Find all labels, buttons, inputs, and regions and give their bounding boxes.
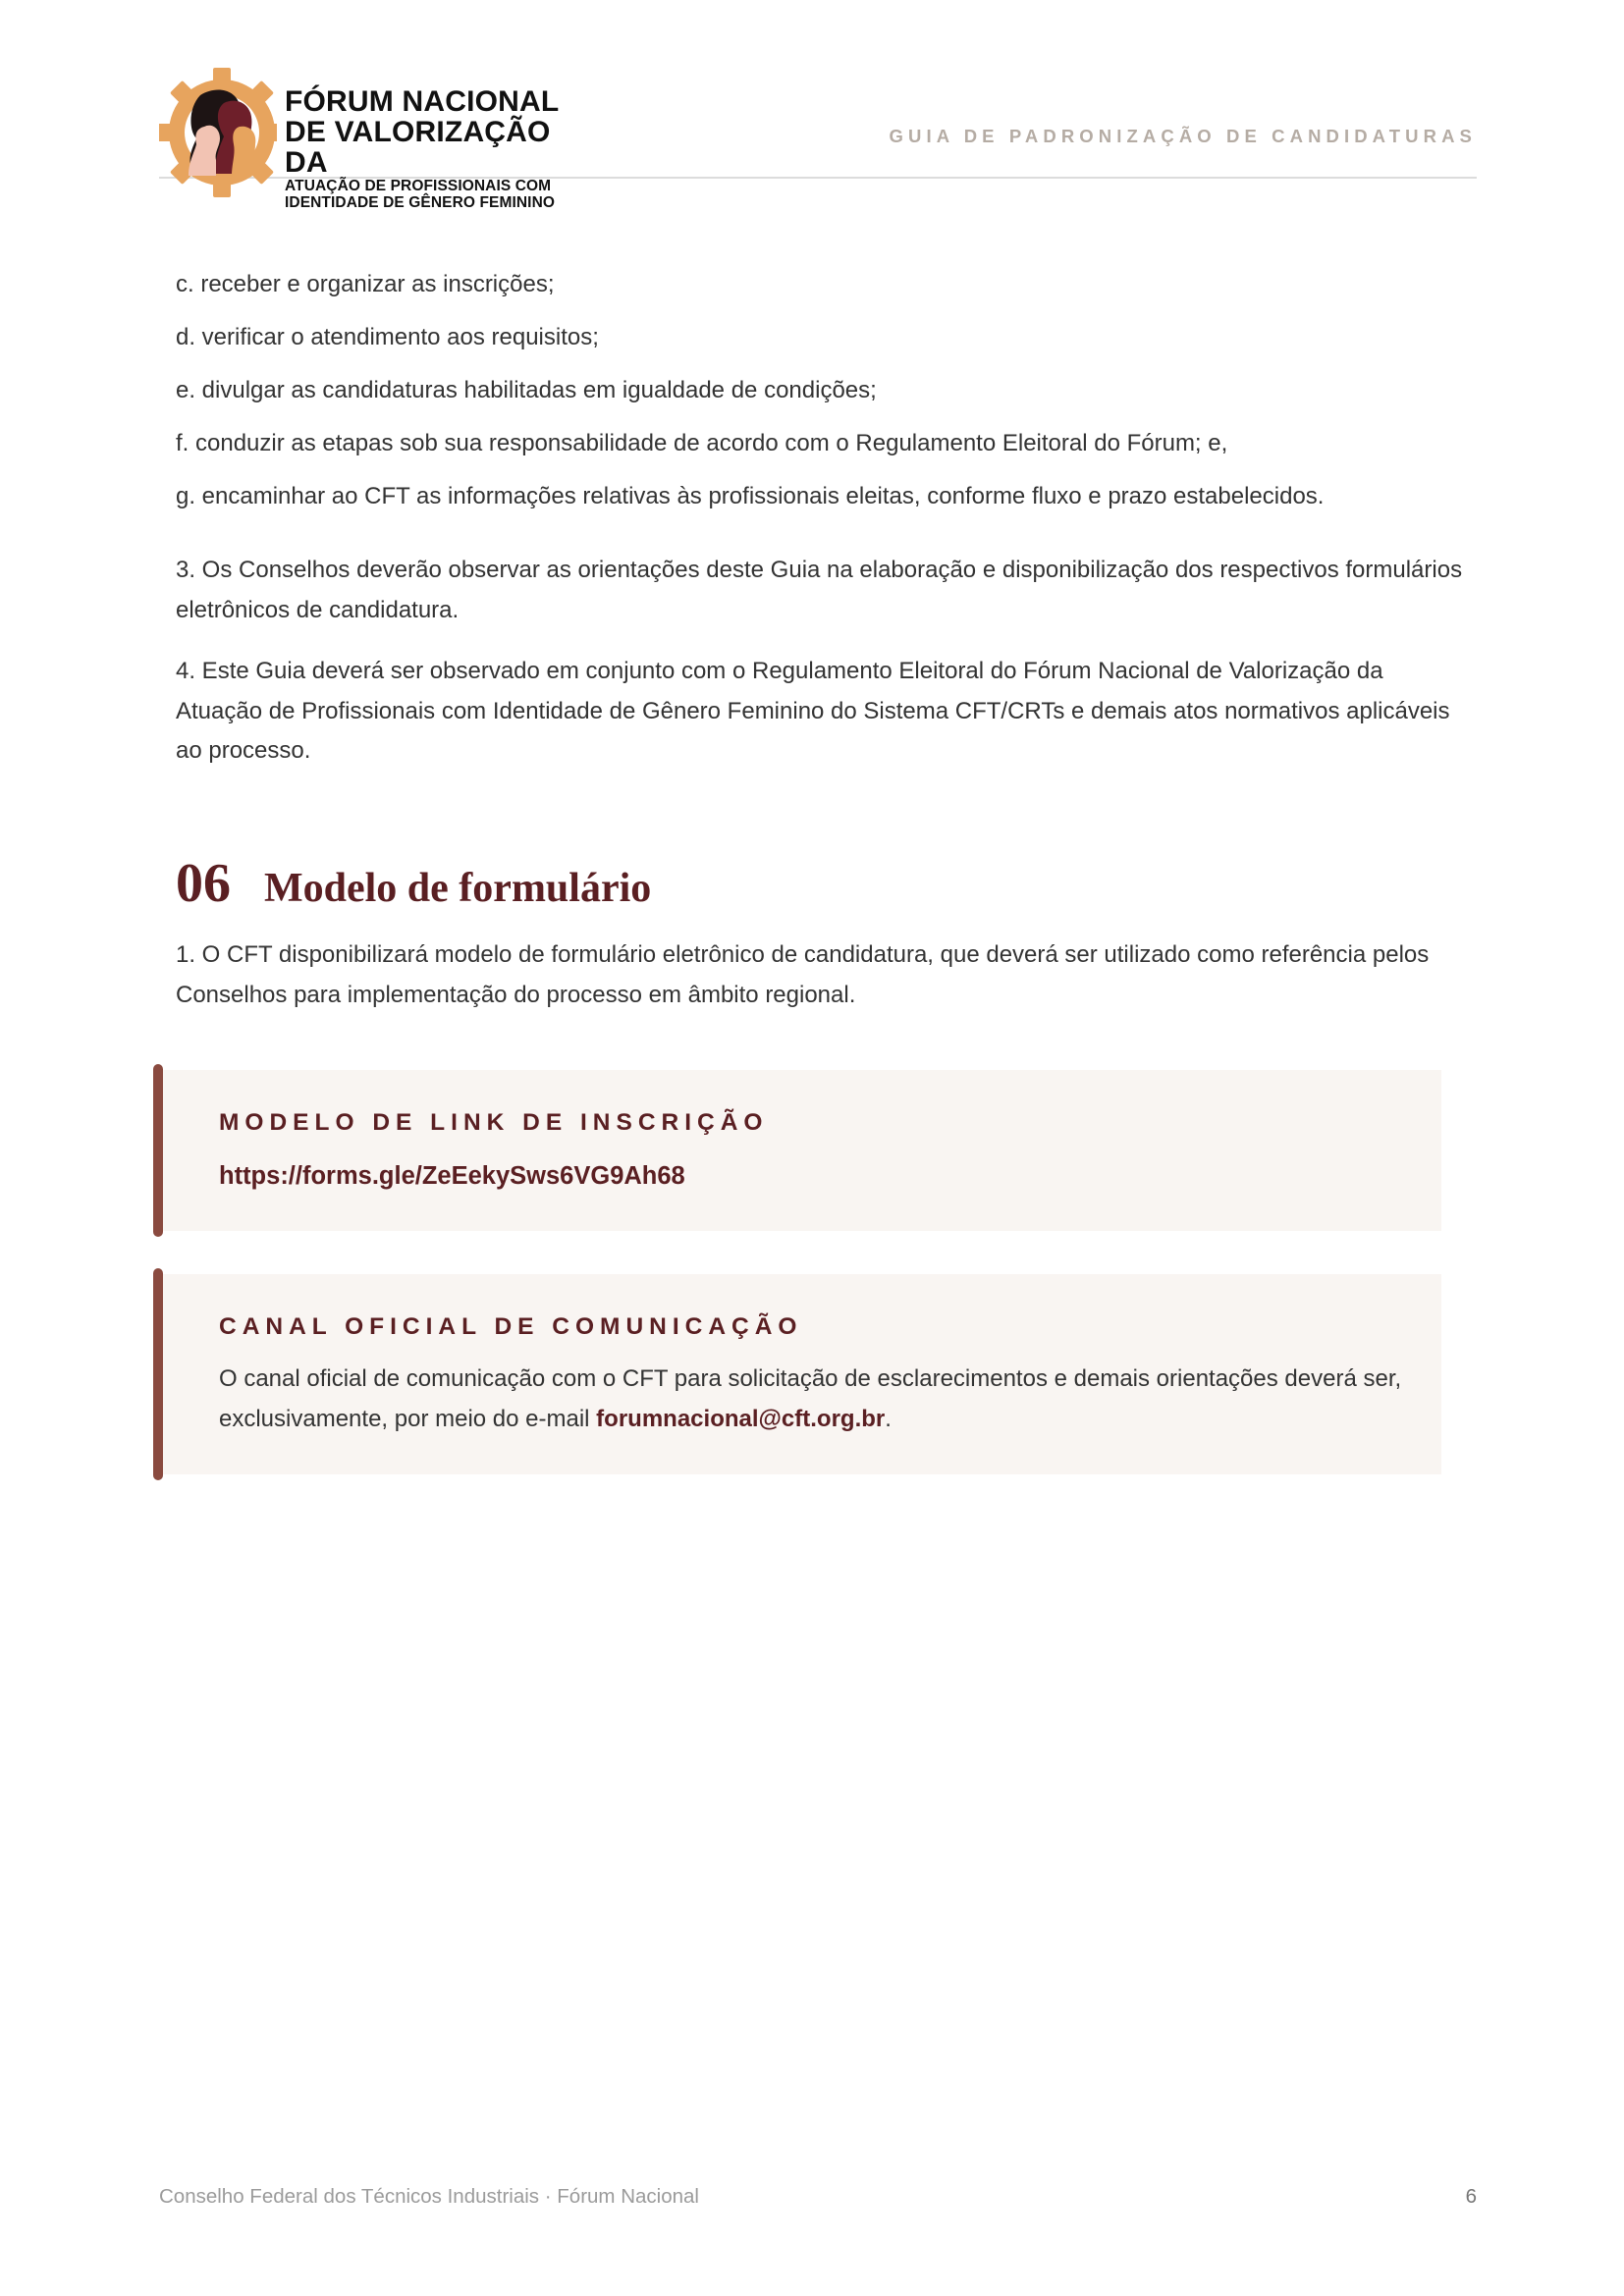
- registration-link[interactable]: https://forms.gle/ZeEekySws6VG9Ah68: [219, 1162, 685, 1190]
- document-title: GUIA DE PADRONIZAÇÃO DE CANDIDATURAS: [889, 126, 1477, 146]
- email-link[interactable]: forumnacional@cft.org.br: [596, 1405, 886, 1432]
- section-body: [176, 935, 1472, 1037]
- logo-text: [285, 86, 591, 211]
- list-item: g. encaminhar ao CFT as informações relativas às profissionais eleitas, conforme fluxo e prazo estabelecidos.: [176, 483, 1325, 509]
- list-item: e. divulgar as candidaturas habilitadas em igualdade de condições;: [176, 377, 877, 403]
- paragraph: 1. O CFT disponibilizará modelo de formulário eletrônico de candidatura, que deverá ser utilizado como referência pelos Conselhos para implementação do processo em âmbito regional.: [176, 941, 1430, 1008]
- logo-line: FÓRUM NACIONAL: [285, 85, 560, 118]
- callout-bar: [153, 1268, 163, 1480]
- callout-text: [219, 1360, 1417, 1439]
- callout-bar: [153, 1064, 163, 1237]
- callout-text-part: O canal oficial de comunicação com o CFT para solicitação de esclarecimentos e demais orientações deverá ser, exclusivamente, por meio do e-mail: [219, 1365, 1402, 1432]
- logo-line: ATUAÇÃO DE PROFISSIONAIS COM: [285, 178, 552, 194]
- section-number: 06: [176, 853, 231, 914]
- page-number: 6: [1465, 2185, 1477, 2208]
- page-header: [159, 59, 1477, 211]
- callout-label: MODELO DE LINK DE INSCRIÇÃO: [219, 1109, 769, 1136]
- list-item: f. conduzir as etapas sob sua responsabilidade de acordo com o Regulamento Eleitoral do Fórum; e,: [176, 430, 1228, 456]
- list-item: c. receber e organizar as inscrições;: [176, 271, 555, 297]
- callout-label: CANAL OFICIAL DE COMUNICAÇÃO: [219, 1313, 803, 1340]
- paragraph: 4. Este Guia deverá ser observado em conjunto com o Regulamento Eleitoral do Fórum Nacional de Valorização da Atuação de Profissionais com Identidade de Gênero Feminino do Sistema CFT/CRTs e demais atos normativos aplicáveis ao processo.: [176, 658, 1450, 764]
- gear-logo-icon: [159, 59, 277, 206]
- logo-line: IDENTIDADE DE GÊNERO FEMININO: [285, 194, 556, 211]
- list-item: d. verificar o atendimento aos requisitos;: [176, 324, 599, 350]
- link-callout: [153, 1070, 1441, 1231]
- section-title: Modelo de formulário: [264, 866, 652, 911]
- callout-text-part: .: [885, 1405, 892, 1432]
- channel-callout: [153, 1274, 1441, 1474]
- footer-text: Conselho Federal dos Técnicos Industriais · Fórum Nacional: [159, 2185, 699, 2208]
- forum-logo: [159, 59, 591, 211]
- item-list: [176, 265, 1472, 530]
- section-heading: [176, 852, 651, 915]
- paragraph: 3. Os Conselhos deverão observar as orientações deste Guia na elaboração e disponibilização dos respectivos formulários eletrônicos de candidatura.: [176, 557, 1463, 623]
- logo-line: DE VALORIZAÇÃO DA: [285, 116, 551, 179]
- paragraphs: [176, 551, 1472, 793]
